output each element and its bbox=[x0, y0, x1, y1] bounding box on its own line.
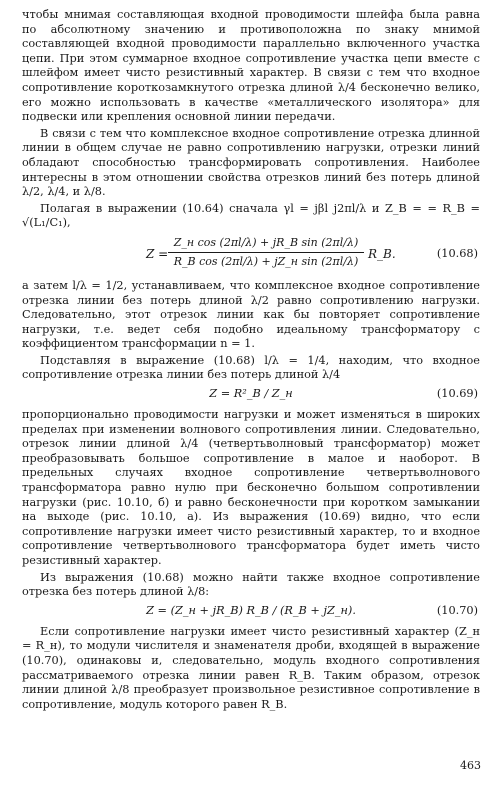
equation-10-68 bbox=[22, 235, 480, 275]
equation-numerator: Z_н cos (2πl/λ) + jR_В sin (2πl/λ) bbox=[168, 235, 364, 253]
equation-denominator: R_В cos (2πl/λ) + jZ_н sin (2πl/λ) bbox=[173, 254, 359, 268]
paragraph-3: Полагая в выражении (10.64) сначала γl = jβl j2πl/λ и Z_В = = R_В = √(L₁/C₁), bbox=[22, 201, 480, 230]
equation-number: (10.68) bbox=[436, 246, 478, 260]
paragraph-8: Если сопротивление нагрузки имеет чисто резистивный характер (Z_н = R_н), то модули числителя и знаменателя дроби, входящей в выражение (10.70), одинаковы и, следовательно, модуль входного сопротивления рассматриваемого отрезка линии равен R_В. Таким образом, отрезок линии длиной λ/8 преобразует произвольное резистивное сопротивление в сопротивление, модуль которого равен R_В. bbox=[22, 624, 480, 711]
equation-number: (10.70) bbox=[436, 603, 478, 617]
equation-number: (10.69) bbox=[436, 387, 478, 401]
page-number: 463 bbox=[460, 759, 481, 772]
equation-lhs: Z = bbox=[146, 246, 169, 261]
paragraph-2: В связи с тем что комплексное входное сопротивление отрезка длинной линии в общем случае не равно сопротивлению нагрузки, отрезки линий обладают способностью трансформировать сопротивления. Наиболее интересны в этом отношении свойства отрезков линий без потерь длиной λ/2, λ/4, и λ/8. bbox=[22, 126, 480, 199]
page-body bbox=[22, 8, 480, 712]
equation-10-70 bbox=[22, 604, 480, 621]
equation-10-69 bbox=[22, 387, 480, 404]
paragraph-6: пропорционально проводимости нагрузки и может изменяться в широких пределах при изменении волнового сопротивления линии. Следовательно, отрезок линии длиной λ/4 (четвертьволновый трансформатор) может преобразовывать большое сопротивление в малое и наоборот. В предельных случаях входное сопротивление четвертьволнового трансформатора равно нулю при бесконечно большом сопротивлении нагрузки (рис. 10.10, б) и равно бесконечности при коротком замыкании на выходе (рис. 10.10, а). Из выражения (10.69) видно, что если сопротивление нагрузки имеет чисто резистивный характер, то и входное сопротивление четвертьволнового трансформатора будет иметь чисто резистивный характер. bbox=[22, 408, 480, 567]
equation-body: Z = (Z_н + jR_В) R_В / (R_В + jZ_н). bbox=[146, 603, 356, 617]
paragraph-1: чтобы мнимая составляющая входной проводимости шлейфа была равна по абсолютному значению и противоположна по знаку мнимой составляющей входной проводимости параллельно включенного участка цепи. При этом суммарное входное сопротивление участка цепи вместе с шлейфом имеет чисто резистивный характер. В связи с тем что входное сопротивление короткозамкнутого отрезка длиной λ/4 бесконечно велико, его можно использовать в качестве «металлического изолятора» для подвески или крепления основной линии передачи. bbox=[22, 8, 480, 124]
paragraph-4: а затем l/λ = 1/2, устанавливаем, что комплексное входное сопротивление отрезка линии без потерь длиной λ/2 равно сопротивлению нагрузки. Следовательно, этот отрезок линии как бы повторяет сопротивление нагрузки, т.е. ведет себя подобно идеальному трансформатору с коэффициентом трансформации n = 1. bbox=[22, 278, 480, 351]
paragraph-7: Из выражения (10.68) можно найти также входное сопротивление отрезка без потерь длиной λ/8: bbox=[22, 570, 480, 599]
equation-rhs: R_В. bbox=[368, 246, 396, 261]
equation-fraction bbox=[168, 235, 364, 270]
equation-body: Z = R²_В / Z_н bbox=[209, 387, 293, 401]
paragraph-5: Подставляя в выражение (10.68) l/λ = 1/4, находим, что входное сопротивление отрезка линии без потерь длиной λ/4 bbox=[22, 353, 480, 382]
